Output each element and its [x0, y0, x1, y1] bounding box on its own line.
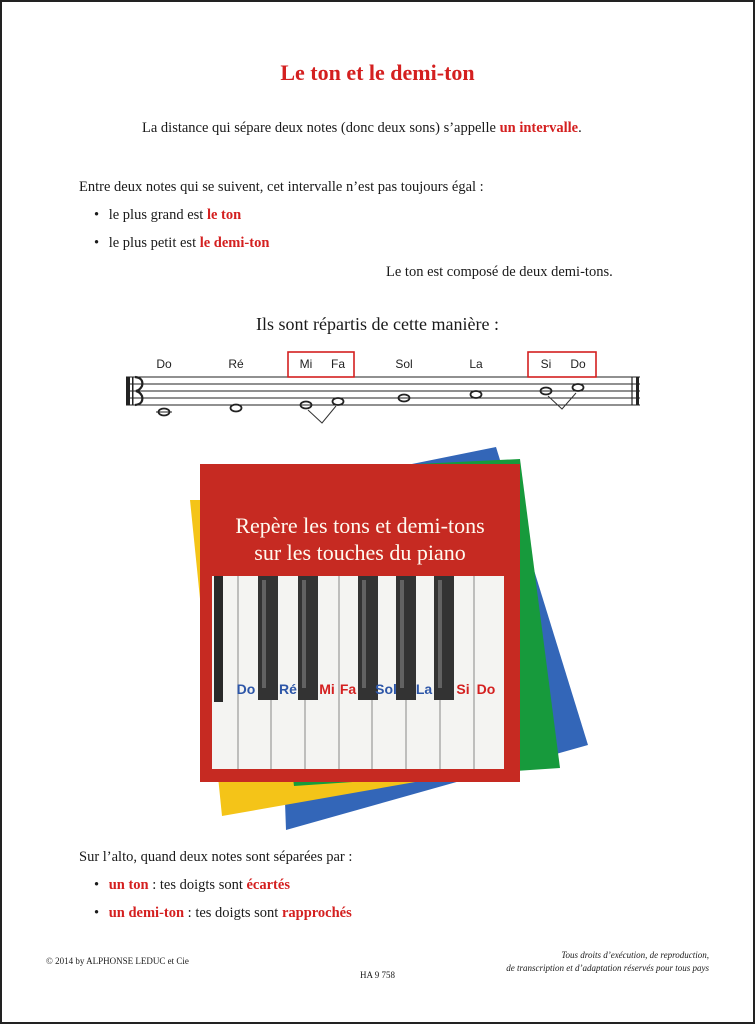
- key-label-fa: Fa: [339, 681, 357, 697]
- alto-bullet-ton: [94, 877, 290, 894]
- alto-bullet-ton-highlight2: écartés: [246, 877, 290, 893]
- alto-bullet-ton-highlight: un ton: [108, 877, 149, 893]
- bullet-ton: [94, 207, 241, 224]
- ton-note: Le ton est composé de deux demi-tons.: [386, 264, 613, 280]
- piano-keyboard: [212, 576, 504, 769]
- piano-keys-drawing: [212, 576, 504, 769]
- music-staff: [120, 348, 650, 428]
- black-key: [214, 576, 223, 702]
- note-re: [231, 405, 242, 412]
- alto-bullet-demi-ton-highlight2: rapprochés: [281, 905, 352, 921]
- si-do-highlight-box: [528, 352, 596, 377]
- alto-text: Sur l’alto, quand deux notes sont séparées par :: [79, 849, 353, 865]
- note-la: [471, 391, 482, 398]
- footer-rights-line2: de transcription et d’adaptation réservés pour tous pays: [506, 963, 709, 973]
- page-title: Le ton et le demi-ton: [280, 60, 475, 85]
- key-label-re: Ré: [279, 681, 297, 697]
- bullet-ton-text: le plus grand est: [108, 207, 207, 223]
- staff-label-la: La: [469, 357, 483, 371]
- black-key: [434, 576, 454, 700]
- intro-paragraph: [142, 120, 582, 137]
- key-label-mi: Mi: [319, 681, 335, 697]
- semitone-mark-si-do: [548, 393, 576, 409]
- staff-label-re: Ré: [228, 357, 244, 371]
- key-label-si: Si: [456, 681, 470, 697]
- key-label-do: Do: [236, 681, 256, 697]
- staff-label-do-high: Do: [570, 357, 586, 371]
- key-label-sol: Sol: [375, 681, 397, 697]
- piano-card-title-line1: Repère les tons et demi-tons: [235, 513, 485, 538]
- bullet-demi-ton: [94, 235, 269, 252]
- staff-label-si: Si: [540, 357, 552, 371]
- intro-end: .: [578, 120, 582, 136]
- alto-bullet-demi-ton: [94, 905, 352, 922]
- semitone-mark-mi-fa: [308, 406, 336, 423]
- footer-copyright: © 2014 by ALPHONSE LEDUC et Cie: [46, 956, 189, 966]
- alto-bullet-ton-text: : tes doigts sont: [148, 877, 247, 893]
- black-key: [258, 576, 278, 700]
- note-fa: [333, 398, 344, 405]
- intro-highlight: un intervalle: [499, 120, 579, 136]
- section-heading: Ils sont répartis de cette manière :: [256, 314, 499, 334]
- staff-lines: [126, 377, 640, 405]
- staff-label-fa: Fa: [330, 357, 346, 371]
- footer-code: HA 9 758: [359, 970, 395, 980]
- staff-notes: [156, 384, 584, 416]
- key-label-la: La: [415, 681, 433, 697]
- footer-rights-line1: Tous droits d’exécution, de reproduction,: [561, 950, 709, 960]
- bullet-demi-ton-highlight: le demi-ton: [199, 235, 270, 251]
- key-label-do-high: Do: [476, 681, 496, 697]
- staff-label-sol: Sol: [395, 357, 413, 371]
- bullet-demi-ton-text: le plus petit est: [108, 235, 200, 251]
- alto-bullet-demi-ton-text: : tes doigts sont: [184, 905, 282, 921]
- intervals-text: Entre deux notes qui se suivent, cet intervalle n’est pas toujours égal :: [79, 179, 484, 195]
- black-key: [396, 576, 416, 700]
- footer-rights: [506, 949, 709, 975]
- staff-label-do: Do: [156, 357, 172, 371]
- bullet-ton-highlight: le ton: [206, 207, 242, 223]
- note-do-high: [573, 384, 584, 391]
- black-key: [298, 576, 318, 700]
- alto-bullet-demi-ton-highlight: un demi-ton: [108, 905, 185, 921]
- piano-card-title-line2: sur les touches du piano: [254, 540, 466, 565]
- piano-card-title: [200, 512, 520, 566]
- piano-card: [200, 464, 520, 782]
- staff-label-mi: Mi: [299, 357, 313, 371]
- intro-text: La distance qui sépare deux notes (donc deux sons) s’appelle: [142, 120, 500, 136]
